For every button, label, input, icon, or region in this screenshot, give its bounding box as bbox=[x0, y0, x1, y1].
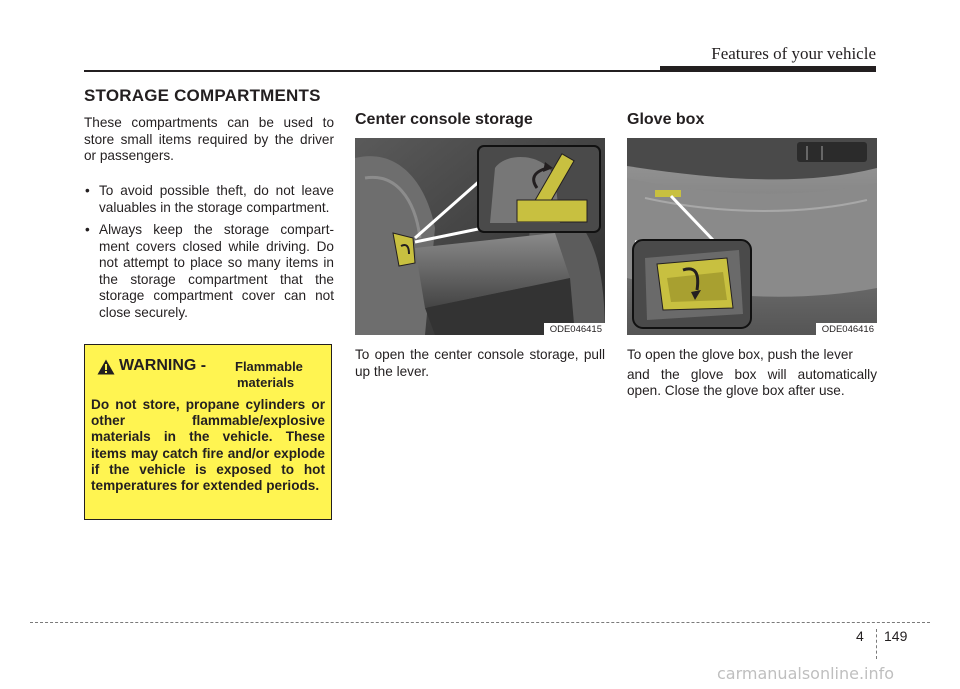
center-console-text: To open the center console storage, pull up the lever. bbox=[355, 347, 605, 379]
glove-box-text-line: To open the glove box, push the lever bbox=[627, 347, 853, 362]
image-code: ODE046416 bbox=[816, 323, 877, 335]
center-console-illustration bbox=[355, 138, 605, 335]
warning-label: WARNING - bbox=[119, 357, 207, 374]
page-number: 149 bbox=[884, 628, 908, 644]
bullet-text: Always keep the storage compart-ment covers closed while driving. Do not attempt to place so many items in the storage compartment that the storage compartment cover can not close securely. bbox=[99, 222, 334, 320]
glove-box-heading: Glove box bbox=[627, 111, 705, 128]
intro-paragraph: These compartments can be used to store small items required by the driver or passengers. bbox=[84, 115, 334, 163]
glove-box-text-line: and the glove box will automatically open. Close the glove box after use. bbox=[627, 366, 877, 398]
glove-box-illustration bbox=[627, 138, 877, 335]
warning-triangle-icon bbox=[97, 359, 115, 375]
image-code: ODE046415 bbox=[544, 323, 605, 335]
page-divider bbox=[876, 629, 877, 659]
glove-box-photo bbox=[627, 138, 877, 335]
watermark: carmanualsonline.info bbox=[717, 664, 895, 683]
warning-box bbox=[84, 344, 332, 520]
running-header: Features of your vehicle bbox=[711, 44, 876, 63]
section-title: STORAGE COMPARTMENTS bbox=[84, 86, 321, 105]
footer-rule bbox=[30, 622, 930, 623]
warning-subtitle: materials bbox=[237, 375, 295, 390]
bullet-glyph: • bbox=[85, 183, 90, 198]
glove-box-text bbox=[627, 347, 877, 400]
warning-body: Do not store, propane cylinders or other flammable/explosive materials in the vehicle. These items may catch fire and/or explode if the vehicle is exposed to hot temperatures for extended periods. bbox=[91, 397, 325, 494]
center-console-photo bbox=[355, 138, 605, 335]
center-console-heading: Center console storage bbox=[355, 111, 533, 128]
bullet-list bbox=[84, 183, 334, 327]
bullet-glyph: • bbox=[85, 222, 90, 237]
header-rule-accent bbox=[660, 66, 876, 72]
bullet-item bbox=[84, 183, 334, 216]
warning-subtitle: Flammable bbox=[235, 359, 303, 374]
bullet-text: To avoid possible theft, do not leave valuables in the storage compartment. bbox=[99, 183, 334, 215]
chapter-number: 4 bbox=[856, 628, 864, 644]
bullet-item bbox=[84, 222, 334, 321]
